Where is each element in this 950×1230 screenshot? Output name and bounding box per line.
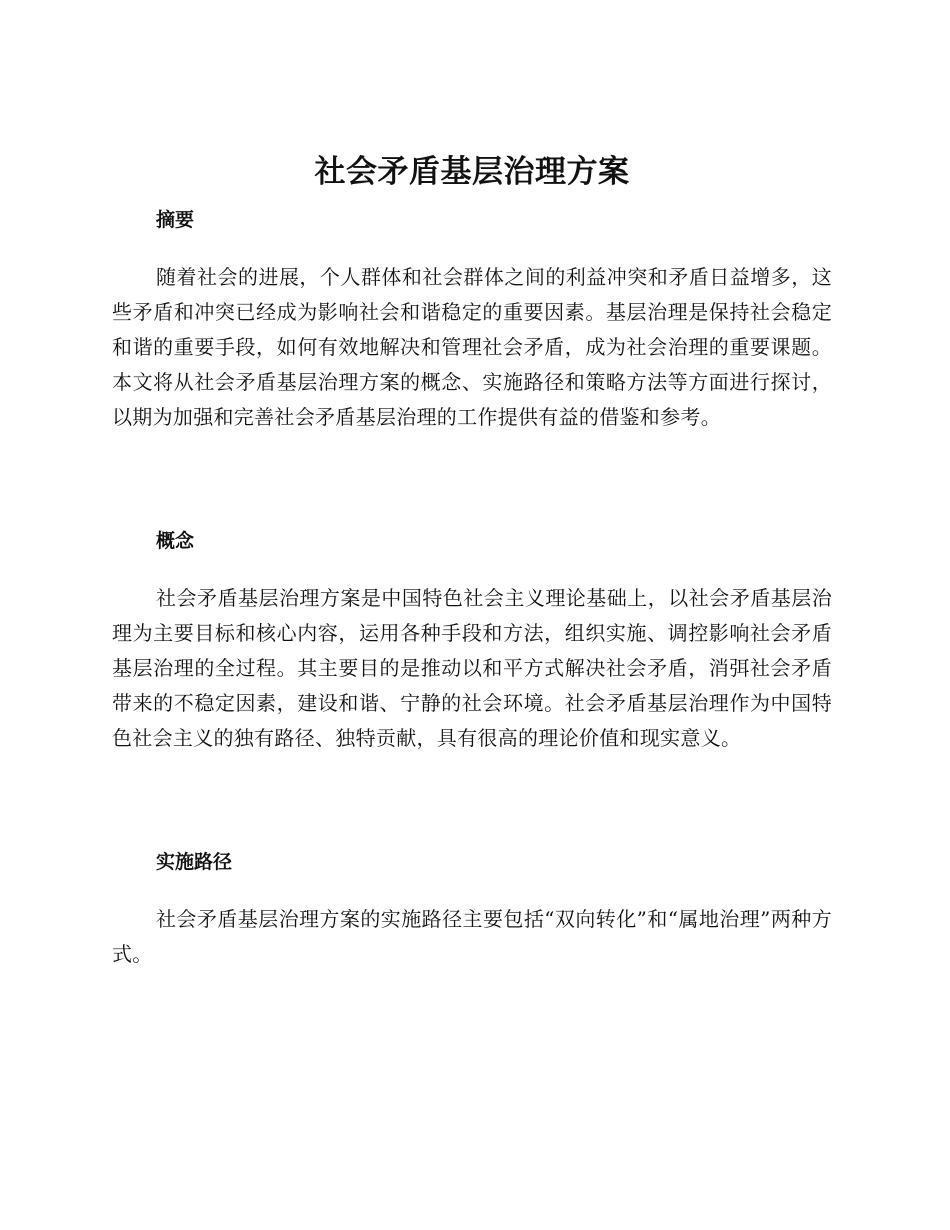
section-abstract [112,206,832,435]
document-title: 社会矛盾基层治理方案 [314,154,630,190]
section-implementation-path [112,848,832,972]
section-heading-concept: 概念 [156,530,195,552]
section-concept [112,527,832,756]
section-body-concept: 社会矛盾基层治理方案是中国特色社会主义理论基础上，以社会矛盾基层治理为主要目标和核心内容，运用各种手段和方法，组织实施、调控影响社会矛盾基层治理的全过程。其主要目的是推动以和平方式解决社会矛盾，消弭社会矛盾带来的不稳定因素，建设和谐、宁静的社会环境。社会矛盾基层治理作为中国特色社会主义的独有路径、独特贡献，具有很高的理论价值和现实意义。 [112,586,832,750]
section-heading-implementation-path: 实施路径 [156,851,233,873]
section-heading-abstract: 摘要 [156,209,195,231]
section-body-abstract: 随着社会的进展，个人群体和社会群体之间的利益冲突和矛盾日益增多，这些矛盾和冲突已经成为影响社会和谐稳定的重要因素。基层治理是保持社会稳定和谐的重要手段，如何有效地解决和管理社会矛盾，成为社会治理的重要课题。本文将从社会矛盾基层治理方案的概念、实施路径和策略方法等方面进行探讨，以期为加强和完善社会矛盾基层治理的工作提供有益的借鉴和参考。 [112,265,832,429]
section-body-implementation-path: 社会矛盾基层治理方案的实施路径主要包括“双向转化”和“属地治理”两种方式。 [112,907,832,966]
